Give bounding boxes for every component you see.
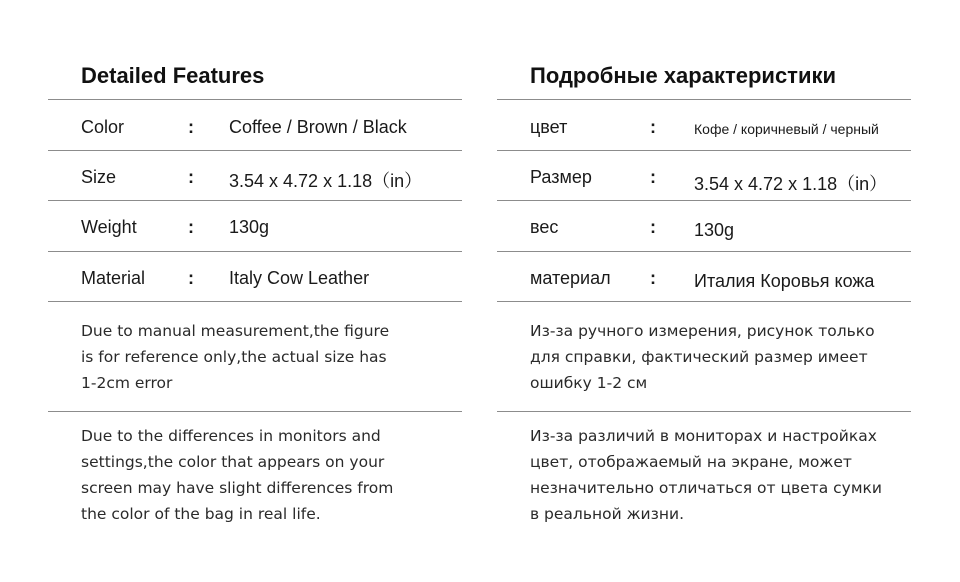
spec-colon: : — [650, 167, 656, 187]
note-line: the color of the bag in real life. — [81, 505, 321, 523]
note-line: settings,the color that appears on your — [81, 453, 385, 471]
features-panel-russian — [497, 0, 911, 582]
spec-label: цвет — [530, 117, 568, 137]
note-line: незначительно отличаться от цвета сумки — [530, 479, 882, 497]
note-line: 1-2cm error — [81, 374, 173, 392]
spec-value: Италия Коровья кожа — [694, 271, 875, 291]
color-difference-note — [81, 423, 459, 527]
color-difference-note — [530, 423, 908, 527]
spec-row-size — [48, 150, 462, 200]
note-line: screen may have slight differences from — [81, 479, 394, 497]
spec-row-color — [497, 100, 911, 150]
spec-value: Italy Cow Leather — [229, 268, 370, 288]
note-line: в реальной жизни. — [530, 505, 685, 523]
section-title: Detailed Features — [81, 63, 265, 88]
divider — [497, 301, 911, 302]
note-line: Из-за различий в мониторах и настройках — [530, 427, 877, 445]
note-line: Due to manual measurement,the figure — [81, 322, 390, 340]
spec-row-material — [48, 251, 462, 301]
spec-row-color — [48, 100, 462, 150]
section-title: Подробные характеристики — [530, 63, 837, 88]
spec-label: Размер — [530, 167, 592, 187]
divider — [48, 301, 462, 302]
spec-value: 3.54 x 4.72 x 1.18（in） — [694, 174, 888, 194]
spec-label: вес — [530, 217, 559, 237]
spec-colon: : — [188, 117, 194, 137]
spec-value: 130g — [229, 217, 270, 237]
spec-value: Кофе / коричневый / черный — [694, 121, 879, 137]
spec-label: Material — [81, 268, 146, 288]
note-line: цвет, отображаемый на экране, может — [530, 453, 852, 471]
divider — [497, 411, 911, 412]
spec-colon: : — [650, 117, 656, 137]
measurement-note — [530, 318, 908, 396]
note-line: ошибку 1-2 см — [530, 374, 648, 392]
spec-value: 130g — [694, 220, 735, 240]
spec-value: Coffee / Brown / Black — [229, 117, 407, 137]
spec-colon: : — [650, 217, 656, 237]
measurement-note — [81, 318, 459, 396]
spec-colon: : — [188, 217, 194, 237]
spec-row-weight — [497, 200, 911, 250]
spec-label: Size — [81, 167, 117, 187]
spec-colon: : — [650, 268, 656, 288]
spec-label: материал — [530, 268, 611, 288]
spec-label: Weight — [81, 217, 137, 237]
note-line: is for reference only,the actual size has — [81, 348, 387, 366]
note-line: Due to the differences in monitors and — [81, 427, 381, 445]
spec-label: Color — [81, 117, 125, 137]
divider — [48, 411, 462, 412]
note-line: для справки, фактический размер имеет — [530, 348, 868, 366]
spec-row-material — [497, 251, 911, 301]
spec-colon: : — [188, 268, 194, 288]
spec-value: 3.54 x 4.72 x 1.18（in） — [229, 171, 423, 191]
spec-row-size — [497, 150, 911, 200]
features-panel-english — [48, 0, 462, 582]
spec-row-weight — [48, 200, 462, 250]
note-line: Из-за ручного измерения, рисунок только — [530, 322, 875, 340]
spec-colon: : — [188, 167, 194, 187]
